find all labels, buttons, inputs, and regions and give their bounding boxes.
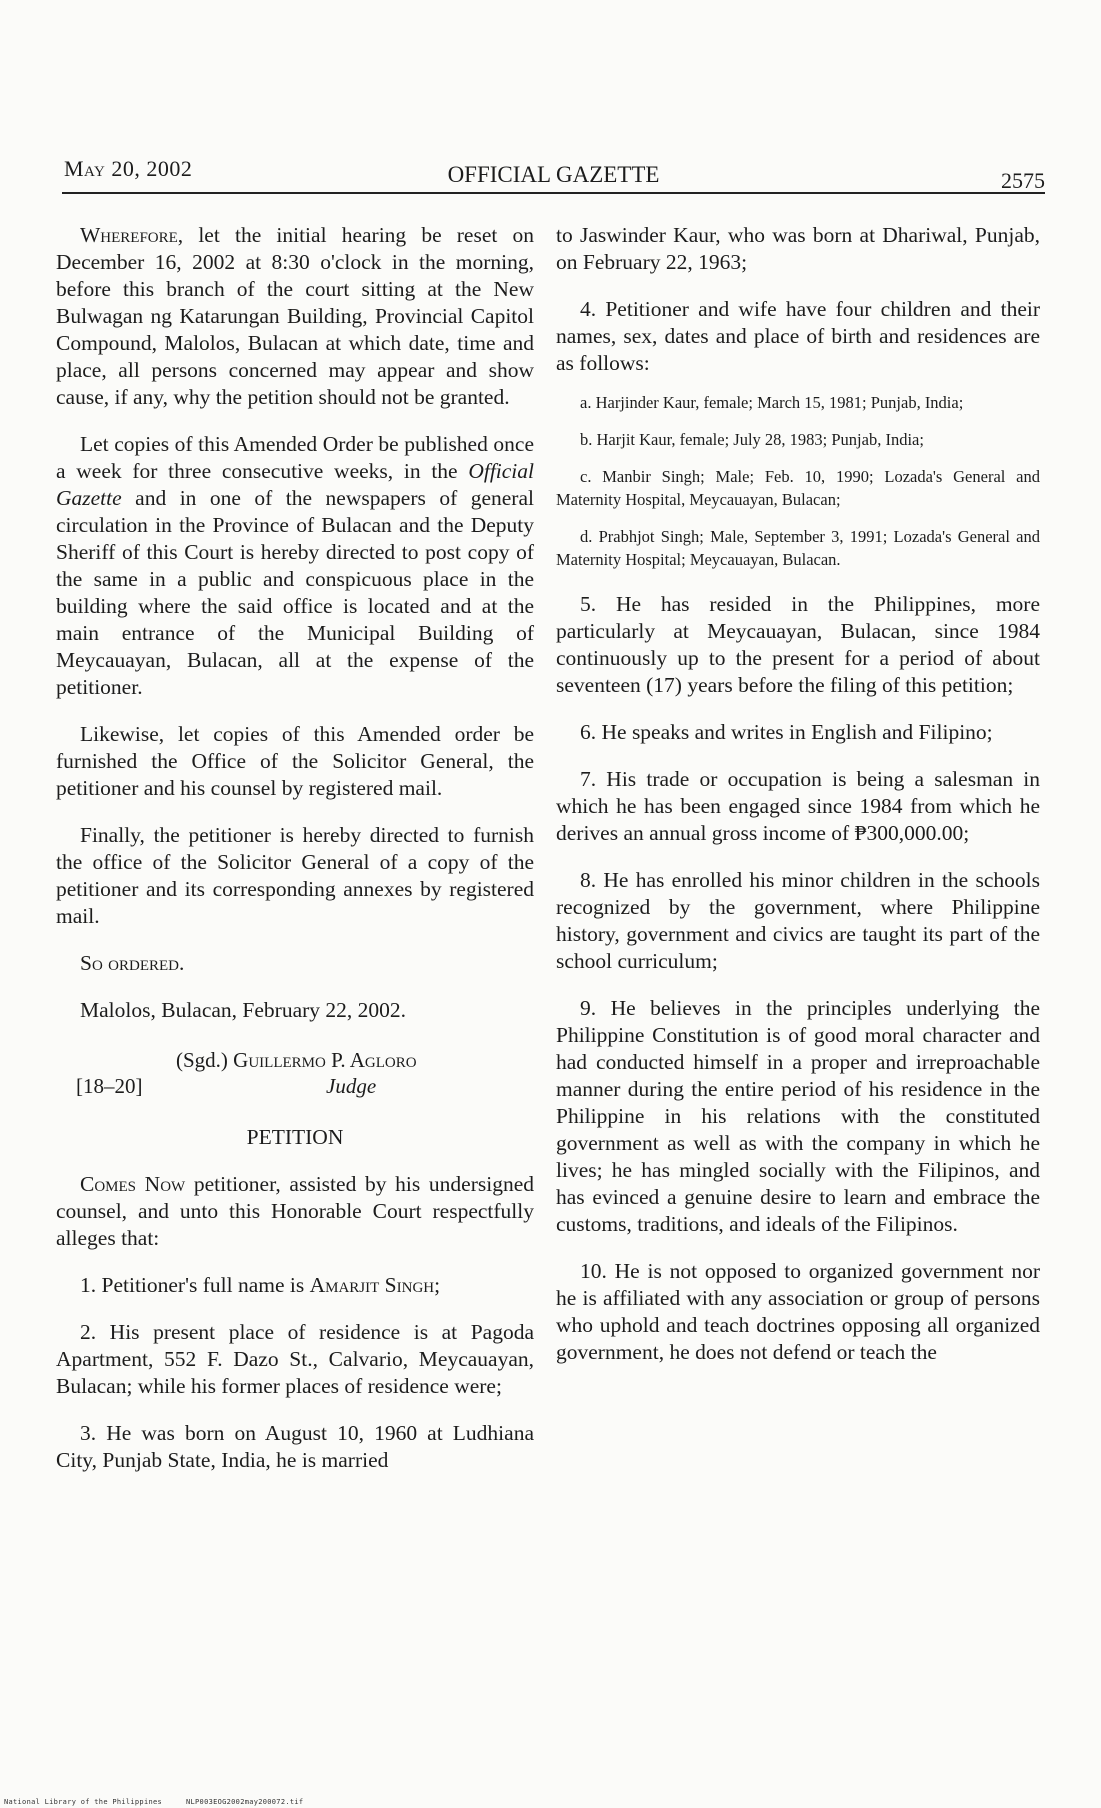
allegation-10: 10. He is not opposed to organized government nor he is affiliated with any association or group of persons who uphold and teach doctrines opposing all organized government, he does not defend or teach the bbox=[556, 1259, 1040, 1364]
publication-code: [18–20] bbox=[76, 1074, 143, 1098]
right-column bbox=[556, 222, 1040, 1366]
scan-filename: NLP003EOG2002may200072.tif bbox=[186, 1798, 304, 1806]
petition-heading: PETITION bbox=[246, 1125, 344, 1149]
publication-text-b: and in one of the newspapers of general circulation in the Province of Bulacan and the Deputy Sheriff of this Court is hereby directed to post copy of the same in a public and conspicuous place in the building where the said office is located and at the main entrance of the Municipal Building of Meycauayan, Bulacan, all at the expense of the petitioner. bbox=[56, 486, 534, 699]
child-a: a. Harjinder Kaur, female; March 15, 1981; Punjab, India; bbox=[580, 393, 964, 412]
page-header bbox=[62, 150, 1045, 194]
allegation-4: 4. Petitioner and wife have four children and their names, sex, dates and place of birth and residences are as follows: bbox=[556, 297, 1040, 375]
sgd-mark: (Sgd.) bbox=[176, 1048, 234, 1072]
allegation-2: 2. His present place of residence is at Pagoda Apartment, 552 F. Dazo St., Calvario, Meycauayan, Bulacan; while his former places of residence were; bbox=[56, 1320, 534, 1398]
allegation-3: 3. He was born on August 10, 1960 at Ludhiana City, Punjab State, India, he is married bbox=[56, 1421, 534, 1472]
allegation-1-text: 1. Petitioner's full name is bbox=[80, 1273, 310, 1297]
scan-footer bbox=[4, 1798, 303, 1806]
left-column bbox=[56, 222, 534, 1474]
allegation-7: 7. His trade or occupation is being a salesman in which he has been engaged since 1984 from which he derives an annual gross income of ₱300,000.00; bbox=[556, 767, 1040, 845]
allegation-6: 6. He speaks and writes in English and Filipino; bbox=[580, 720, 993, 744]
petitioner-name: Amarjit Singh bbox=[309, 1273, 435, 1297]
comes-now-lead: Comes Now bbox=[80, 1172, 186, 1196]
place-and-date: Malolos, Bulacan, February 22, 2002. bbox=[80, 998, 407, 1022]
child-b: b. Harjit Kaur, female; July 28, 1983; Punjab, India; bbox=[580, 430, 924, 449]
wherefore-lead: Wherefore, bbox=[80, 223, 184, 247]
judge-name: Guillermo P. Agloro bbox=[233, 1048, 417, 1072]
issue-date: May 20, 2002 bbox=[64, 156, 193, 181]
allegation-1 bbox=[56, 1272, 534, 1299]
paragraph-wherefore bbox=[56, 222, 534, 411]
paragraph-comes-now bbox=[56, 1171, 534, 1252]
allegation-1-end: ; bbox=[434, 1273, 441, 1297]
paragraph-likewise: Likewise, let copies of this Amended order be furnished the Office of the Solicitor General, the petitioner and his counsel by registered mail. bbox=[56, 722, 534, 800]
library-credit: National Library of the Philippines bbox=[4, 1798, 163, 1806]
comes-now-text: petitioner, assisted by his undersigned counsel, and unto this Honorable Court respectfully alleges that: bbox=[56, 1172, 534, 1250]
child-c: c. Manbir Singh; Male; Feb. 10, 1990; Lozada's General and Maternity Hospital, Meycauayan, Bulacan; bbox=[556, 467, 1040, 509]
judge-title: Judge bbox=[326, 1074, 377, 1098]
official-gazette-italic: Official Gazette bbox=[56, 459, 534, 510]
allegation-9: 9. He believes in the principles underlying the Philippine Constitution is of good moral character and had conducted himself in a proper and irreproachable manner during the entire period of his residence in the Philippine in his relations with the constituted government as well as with the company in which he lives; he has mingled socially with the Filipinos, and has evinced a genuine desire to learn and embrace the customs, traditions, and ideals of the Filipinos. bbox=[556, 996, 1040, 1236]
paragraph-finally: Finally, the petitioner is hereby directed to furnish the office of the Solicitor General of a copy of the petitioner and its corresponding annexes by registered mail. bbox=[56, 823, 534, 928]
child-d: d. Prabhjot Singh; Male, September 3, 1991; Lozada's General and Maternity Hospital; Meycauayan, Bulacan. bbox=[556, 527, 1040, 569]
publication-title: OFFICIAL GAZETTE bbox=[447, 162, 660, 187]
signatory bbox=[176, 1048, 417, 1073]
allegation-5: 5. He has resided in the Philippines, more particularly at Meycauayan, Bulacan, since 1984 continuously up to the present for a period of about seventeen (17) years before the filing of this petition; bbox=[556, 592, 1040, 697]
so-ordered: So ordered. bbox=[80, 951, 185, 975]
judge-signature-block bbox=[56, 1044, 534, 1104]
paragraph-publication-order bbox=[56, 431, 534, 701]
wherefore-text: let the initial hearing be reset on December 16, 2002 at 8:30 o'clock in the morning, before this branch of the court sitting at the New Bulwagan ng Katarungan Building, Provincial Capitol Compound, Malolos, Bulacan at which date, time and place, all persons concerned may appear and show cause, if any, why the petition should not be granted. bbox=[56, 223, 534, 409]
publication-text-a: Let copies of this Amended Order be published once a week for three consecutive weeks, in the bbox=[56, 432, 534, 483]
allegation-8: 8. He has enrolled his minor children in the schools recognized by the government, where Philippine history, government and civics are taught its part of the school curriculum; bbox=[556, 868, 1040, 973]
page-number: 2575 bbox=[1001, 168, 1045, 193]
allegation-3-continued: to Jaswinder Kaur, who was born at Dhariwal, Punjab, on February 22, 1963; bbox=[556, 223, 1040, 274]
